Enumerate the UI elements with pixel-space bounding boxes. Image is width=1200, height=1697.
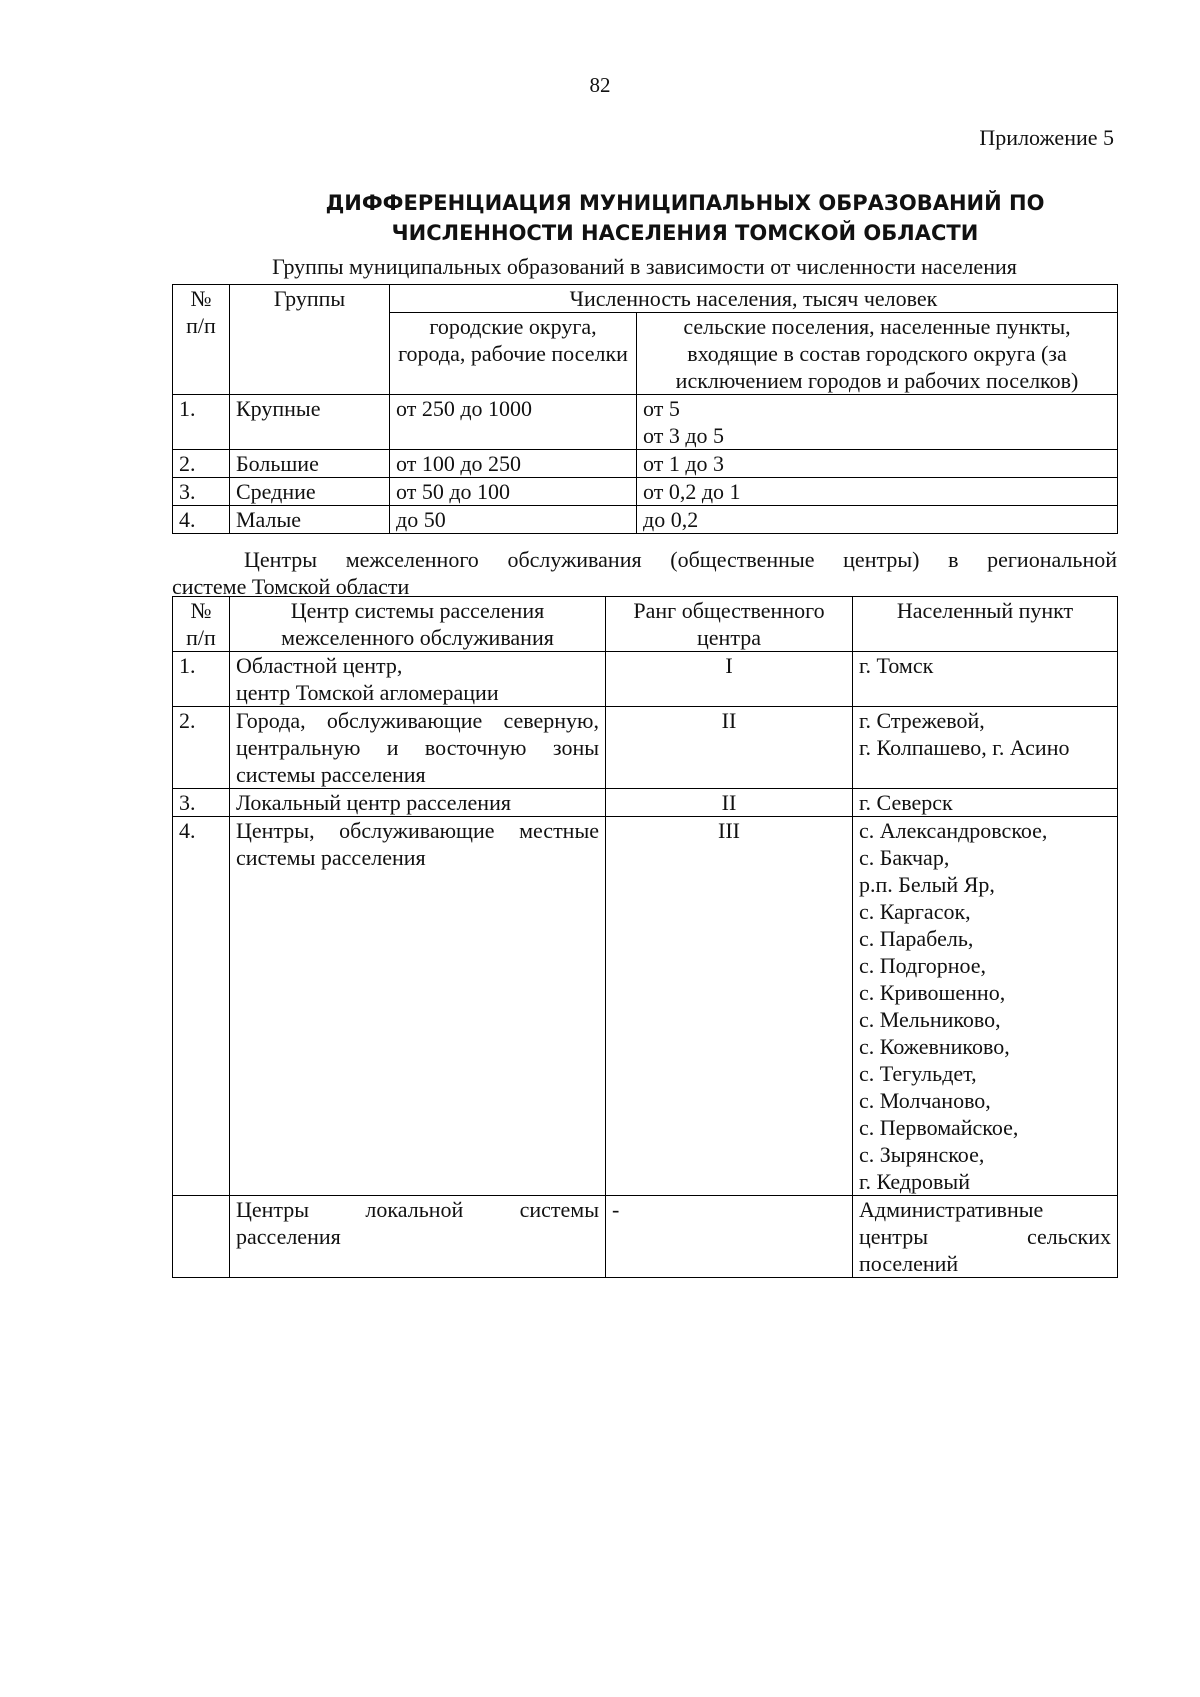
title-line-2: ЧИСЛЕННОСТИ НАСЕЛЕНИЯ ТОМСКОЙ ОБЛАСТИ xyxy=(391,221,979,245)
table1-header-row xyxy=(173,285,1118,313)
population-groups-table xyxy=(172,284,1118,534)
row-num: 1. xyxy=(173,652,230,707)
table-row xyxy=(173,478,1118,506)
table1-header-population: Численность населения, тысяч человек xyxy=(390,285,1118,313)
row-num: 1. xyxy=(173,395,230,450)
row-rank: III xyxy=(606,817,853,1196)
row-center: Локальный центр расселения xyxy=(230,789,606,817)
row-center: Центры, обслуживающие местные системы расселения xyxy=(230,817,606,1196)
settlement-line: с. Молчаново, xyxy=(859,1088,991,1113)
row-num: 2. xyxy=(173,707,230,789)
page-number: 82 xyxy=(589,73,611,97)
table2-header-row xyxy=(173,597,1118,652)
table-row xyxy=(173,395,1118,450)
row-rank: II xyxy=(606,789,853,817)
row-rank: II xyxy=(606,707,853,789)
row-rural: от 1 до 3 xyxy=(637,450,1118,478)
table2-caption-line-2: системе Томской области xyxy=(172,574,410,599)
table1-header-num: № п/п xyxy=(173,285,230,395)
table2-header-rank: Ранг общественного центра xyxy=(606,597,853,652)
title-line-1: ДИФФЕРЕНЦИАЦИЯ МУНИЦИПАЛЬНЫХ ОБРАЗОВАНИЙ ПО xyxy=(325,191,1045,215)
row-center: Центры локальной системы расселения xyxy=(230,1196,606,1278)
row-settlements xyxy=(853,707,1118,789)
table2-header-center: Центр системы расселения межселенного обслуживания xyxy=(230,597,606,652)
table2-caption-line-1: Центры межселенного обслуживания (общественные центры) в региональной xyxy=(244,547,1117,572)
settlement-line: г. Кедровый xyxy=(859,1169,970,1194)
row-num: 3. xyxy=(173,789,230,817)
row-group: Средние xyxy=(230,478,390,506)
row-settlements: Административные центры сельских поселений xyxy=(853,1196,1118,1278)
settlement-line: с. Тегульдет, xyxy=(859,1061,977,1086)
table-row xyxy=(173,707,1118,789)
row-group: Малые xyxy=(230,506,390,534)
row-settlements: г. Северск xyxy=(853,789,1118,817)
settlement-line: с. Первомайское, xyxy=(859,1115,1019,1140)
row-num: 4. xyxy=(173,817,230,1196)
row-urban: от 50 до 100 xyxy=(390,478,637,506)
settlement-line: г. Колпашево, г. Асино xyxy=(859,735,1070,760)
table2-caption xyxy=(172,546,1117,600)
row-group: Большие xyxy=(230,450,390,478)
row-settlements xyxy=(853,817,1118,1196)
row-group: Крупные xyxy=(230,395,390,450)
settlement-line: г. Стрежевой, xyxy=(859,708,985,733)
settlement-line: с. Бакчар, xyxy=(859,845,950,870)
table2-header-settlement: Населенный пункт xyxy=(853,597,1118,652)
settlement-line: с. Парабель, xyxy=(859,926,974,951)
table1-caption: Группы муниципальных образований в зависимости от численности населения xyxy=(272,254,1017,279)
row-urban: от 250 до 1000 xyxy=(390,395,637,450)
table2-header-num: № п/п xyxy=(173,597,230,652)
table-row xyxy=(173,817,1118,1196)
service-centers-table xyxy=(172,596,1118,1278)
settlement-line: с. Кривошенно, xyxy=(859,980,1006,1005)
row-rural: до 0,2 xyxy=(637,506,1118,534)
row-num xyxy=(173,1196,230,1278)
settlement-line: с. Зырянское, xyxy=(859,1142,985,1167)
center-line: Областной центр, xyxy=(236,653,403,678)
row-rank: - xyxy=(606,1196,853,1278)
rural-line: от 3 до 5 xyxy=(643,423,725,448)
table-row xyxy=(173,1196,1118,1278)
row-rural: от 0,2 до 1 xyxy=(637,478,1118,506)
table1-header-rural: сельские поселения, населенные пункты, входящие в состав городского округа (за исключением городов и рабочих поселков) xyxy=(637,313,1118,395)
center-line: центр Томской агломерации xyxy=(236,680,499,705)
document-title xyxy=(170,188,1200,248)
appendix-label: Приложение 5 xyxy=(979,125,1114,150)
row-center xyxy=(230,652,606,707)
row-urban: до 50 xyxy=(390,506,637,534)
table-row xyxy=(173,450,1118,478)
settlement-line: р.п. Белый Яр, xyxy=(859,872,995,897)
row-num: 3. xyxy=(173,478,230,506)
row-num: 2. xyxy=(173,450,230,478)
rural-line: от 5 xyxy=(643,396,680,421)
row-rank: I xyxy=(606,652,853,707)
row-settlements: г. Томск xyxy=(853,652,1118,707)
settlement-line: с. Кожевниково, xyxy=(859,1034,1010,1059)
table-row xyxy=(173,506,1118,534)
table1-header-groups: Группы xyxy=(230,285,390,395)
settlement-line: с. Каргасок, xyxy=(859,899,971,924)
settlement-line: с. Мельниково, xyxy=(859,1007,1001,1032)
settlement-line: с. Подгорное, xyxy=(859,953,986,978)
table-row xyxy=(173,652,1118,707)
table-row xyxy=(173,789,1118,817)
row-rural xyxy=(637,395,1118,450)
row-center: Города, обслуживающие северную, центральную и восточную зоны системы расселения xyxy=(230,707,606,789)
row-num: 4. xyxy=(173,506,230,534)
table1-header-urban: городские округа, города, рабочие поселки xyxy=(390,313,637,395)
settlement-line: с. Александровское, xyxy=(859,818,1048,843)
row-urban: от 100 до 250 xyxy=(390,450,637,478)
